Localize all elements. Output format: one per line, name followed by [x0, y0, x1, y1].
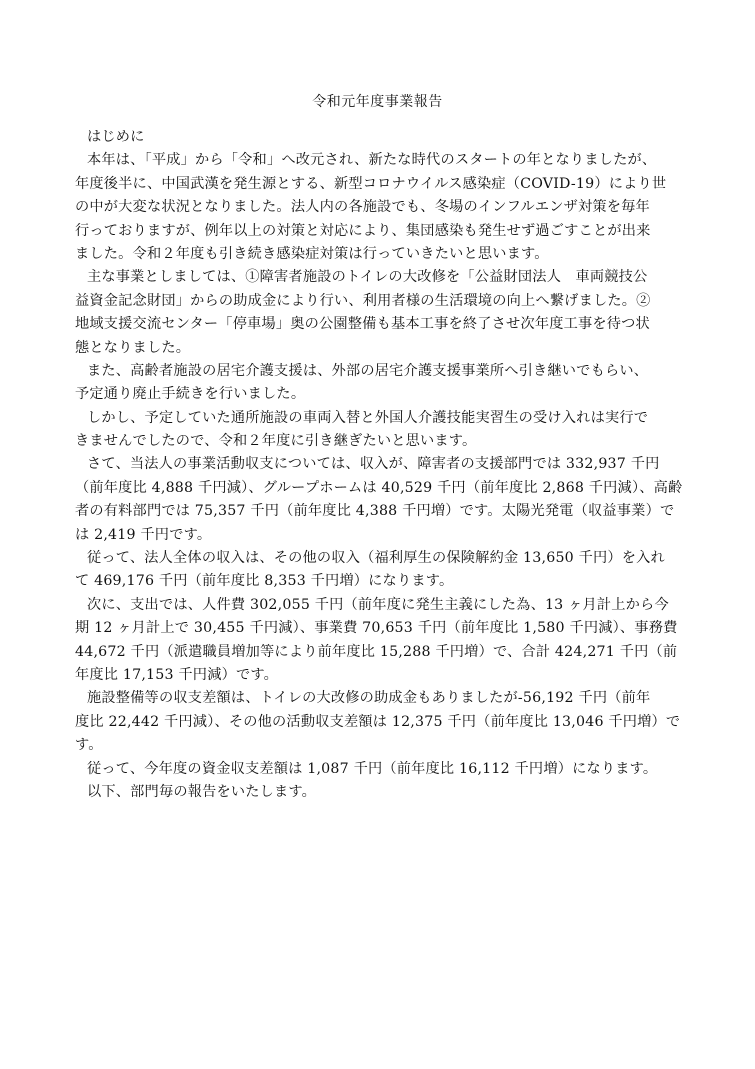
paragraph-line: また、高齢者施設の居宅介護支援は、外部の居宅介護支援事業所へ引き継いでもらい、: [87, 362, 649, 379]
paragraph-line: さて、当法人の事業活動収支については、収入が、障害者の支援部門では 332,937 千円: [87, 456, 660, 473]
paragraph-line: 主な事業としましては、①障害者施設のトイレの大改修を「公益財団法人 車両競技公: [87, 269, 648, 286]
paragraph-line: 施設整備等の収支差額は、トイレの大改修の助成金もありましたが-56,192 千円（前年: [87, 690, 651, 707]
paragraph-line: しかし、予定していた通所施設の車両入替と外国人介護技能実習生の受け入れは実行で: [87, 409, 649, 426]
paragraph-line: 期 12 ヶ月計上で 30,455 千円減）、事業費 70,653 千円（前年度比 1,580 千円減）、事務費: [75, 620, 678, 637]
paragraph-line: 年度後半に、中国武漢を発生源とする、新型コロナウイルス感染症（COVID-19）により世: [75, 175, 667, 192]
paragraph-line: 益資金記念財団」からの助成金により行い、利用者様の生活環境の向上へ繋げました。②: [75, 292, 651, 309]
paragraph-line: 者の有料部門では 75,357 千円（前年度比 4,388 千円増）です。太陽光発電（収益事業）で: [75, 503, 675, 520]
report-body: [75, 126, 685, 804]
paragraph-line: て 469,176 千円（前年度比 8,353 千円増）になります。: [75, 573, 454, 590]
section-heading-introduction: はじめに: [87, 129, 145, 145]
paragraph-line: は 2,419 千円です。: [75, 526, 212, 543]
paragraph-line: の中が大変な状況となりました。法人内の各施設でも、冬場のインフルエンザ対策を毎年: [75, 199, 650, 216]
paragraph-line: す。: [75, 737, 103, 754]
paragraph-line: ました。令和２年度も引き続き感染症対策は行っていきたいと思います。: [75, 245, 549, 262]
paragraph-line: 次に、支出では、人件費 302,055 千円（前年度に発生主義にした為、13 ヶ月計上から今: [87, 596, 669, 613]
paragraph-line: 行っておりますが、例年以上の対策と対応により、集団感染も発生せず過ごすことが出来: [75, 222, 651, 239]
paragraph-line: 以下、部門毎の報告をいたします。: [87, 783, 317, 800]
document-title: 令和元年度事業報告: [312, 94, 443, 110]
paragraph-line: 年度比 17,153 千円減）です。: [75, 666, 279, 683]
paragraph-line: 予定通り廃止手続きを行いました。: [75, 386, 306, 403]
paragraph-line: 度比 22,442 千円減）、その他の活動収支差額は 12,375 千円（前年度比 13,046 千円増）で: [75, 713, 681, 730]
paragraph-line: きませんでしたので、令和２年度に引き継ぎたいと思います。: [75, 433, 477, 450]
paragraph-line: 従って、今年度の資金収支差額は 1,087 千円（前年度比 16,112 千円増）になります。: [87, 760, 658, 777]
paragraph-line: 態となりました。: [75, 339, 191, 356]
paragraph-line: 本年は、「平成」から「令和」へ改元され、新たな時代のスタートの年となりましたが、: [87, 152, 657, 169]
paragraph-line: 地域支援交流センター「停車場」奥の公園整備も基本工事を終了させ次年度工事を待つ状: [75, 316, 650, 333]
paragraph-line: 従って、法人全体の収入は、その他の収入（福利厚生の保険解約金 13,650 千円）を入れ: [87, 550, 665, 567]
paragraph-line: （前年度比 4,888 千円減）、グループホームは 40,529 千円（前年度比 2,868 千円減）、高齢: [75, 479, 683, 496]
paragraph-line: 44,672 千円（派遣職員増加等により前年度比 15,288 千円増）で、合計 424,271 千円（前: [75, 643, 678, 660]
